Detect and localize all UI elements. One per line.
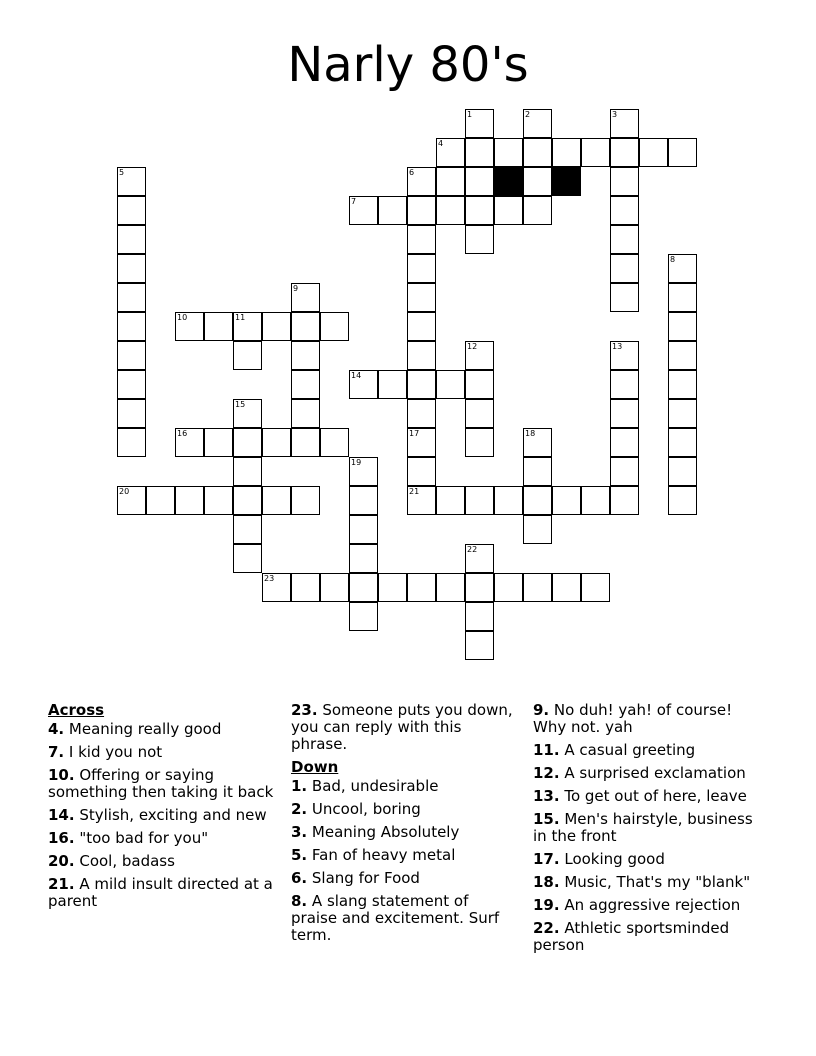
clue-number: 2 (525, 110, 531, 119)
answer-square[interactable] (233, 544, 262, 573)
clue-text: Music, That's my "blank" (559, 873, 751, 891)
clues-column-3 (533, 702, 763, 960)
down-clue (533, 788, 763, 805)
answer-square[interactable] (668, 486, 697, 515)
clue-number: 5 (119, 168, 125, 177)
answer-square[interactable] (117, 254, 146, 283)
clue-number: 23 (264, 574, 275, 583)
answer-square[interactable] (610, 399, 639, 428)
answer-square[interactable] (291, 370, 320, 399)
answer-square[interactable] (378, 196, 407, 225)
answer-square[interactable] (175, 486, 204, 515)
answer-square[interactable] (262, 486, 291, 515)
answer-square[interactable] (291, 486, 320, 515)
black-square (494, 167, 523, 196)
clue-text: Men's hairstyle, business in the front (533, 810, 753, 845)
clue-number: 20 (119, 487, 130, 496)
answer-square[interactable] (610, 196, 639, 225)
answer-square[interactable] (668, 283, 697, 312)
answer-square[interactable] (465, 225, 494, 254)
down-clue (291, 778, 519, 795)
clue-text: An aggressive rejection (559, 896, 741, 914)
answer-square[interactable] (233, 428, 262, 457)
answer-square[interactable] (523, 457, 552, 486)
clue-text: Slang for Food (307, 869, 420, 887)
clue-number-label: 16. (48, 829, 75, 847)
clue-number-label: 1. (291, 777, 308, 795)
answer-square[interactable] (581, 573, 610, 602)
answer-square[interactable] (204, 312, 233, 341)
across-clue (48, 830, 280, 847)
clue-text: Looking good (559, 850, 665, 868)
down-clue (291, 847, 519, 864)
answer-square[interactable] (668, 341, 697, 370)
clue-text: Meaning Absolutely (307, 823, 460, 841)
across-clue (291, 702, 519, 753)
clue-text: To get out of here, leave (559, 787, 747, 805)
answer-square[interactable] (552, 138, 581, 167)
answer-square[interactable] (610, 428, 639, 457)
clues-column-2 (291, 702, 519, 950)
clue-number: 9 (293, 284, 299, 293)
clue-text: A surprised exclamation (559, 764, 746, 782)
down-clue (533, 851, 763, 868)
answer-square[interactable] (668, 399, 697, 428)
clue-number-label: 6. (291, 869, 308, 887)
across-clue (48, 876, 280, 910)
answer-square[interactable] (407, 283, 436, 312)
answer-square[interactable] (610, 370, 639, 399)
answer-square[interactable] (436, 486, 465, 515)
clue-number: 16 (177, 429, 188, 438)
clue-number: 1 (467, 110, 473, 119)
clue-text: Athletic sportsminded person (533, 919, 730, 954)
clue-number-label: 8. (291, 892, 308, 910)
down-heading: Down (291, 758, 339, 776)
answer-square[interactable] (320, 428, 349, 457)
across-clue (48, 744, 280, 761)
clue-number: 17 (409, 429, 420, 438)
clue-number-label: 4. (48, 720, 65, 738)
answer-square[interactable] (668, 428, 697, 457)
answer-square[interactable] (320, 573, 349, 602)
answer-square[interactable] (291, 312, 320, 341)
clue-text: I kid you not (64, 743, 163, 761)
down-clue (533, 811, 763, 845)
clue-text: A mild insult directed at a parent (48, 875, 273, 910)
answer-square[interactable] (233, 486, 262, 515)
answer-square[interactable] (581, 138, 610, 167)
answer-square[interactable] (610, 486, 639, 515)
across-heading: Across (48, 701, 105, 719)
answer-square[interactable] (117, 428, 146, 457)
clue-number: 11 (235, 313, 246, 322)
clue-number-label: 3. (291, 823, 308, 841)
clue-text: No duh! yah! of course! Why not. yah (533, 701, 733, 736)
black-square (552, 167, 581, 196)
clue-number-label: 9. (533, 701, 550, 719)
clue-number-label: 13. (533, 787, 560, 805)
answer-square[interactable] (407, 457, 436, 486)
puzzle-title: Narly 80's (287, 37, 529, 93)
answer-square[interactable] (465, 486, 494, 515)
answer-square[interactable] (117, 312, 146, 341)
answer-square[interactable] (378, 573, 407, 602)
clue-number: 21 (409, 487, 420, 496)
clue-text: Cool, badass (74, 852, 175, 870)
clue-text: "too bad for you" (74, 829, 209, 847)
answer-square[interactable] (523, 486, 552, 515)
answer-square[interactable] (581, 486, 610, 515)
answer-square[interactable] (233, 341, 262, 370)
clue-text: Fan of heavy metal (307, 846, 456, 864)
clue-number-label: 14. (48, 806, 75, 824)
answer-square[interactable] (494, 138, 523, 167)
clue-number-label: 20. (48, 852, 75, 870)
answer-square[interactable] (465, 631, 494, 660)
answer-square[interactable] (668, 457, 697, 486)
answer-square[interactable] (610, 457, 639, 486)
answer-square[interactable] (523, 196, 552, 225)
clue-number: 4 (438, 139, 444, 148)
down-clue (533, 874, 763, 891)
answer-square[interactable] (668, 370, 697, 399)
answer-square[interactable] (436, 167, 465, 196)
down-clue (533, 742, 763, 759)
answer-square[interactable] (407, 312, 436, 341)
answer-square[interactable] (291, 428, 320, 457)
clue-text: A slang statement of praise and excitement. Surf term. (291, 892, 500, 944)
answer-square[interactable] (117, 341, 146, 370)
answer-square[interactable] (291, 341, 320, 370)
clue-number: 3 (612, 110, 618, 119)
answer-square[interactable] (639, 138, 668, 167)
clue-number: 13 (612, 342, 623, 351)
down-clue (291, 893, 519, 944)
clue-text: Uncool, boring (307, 800, 421, 818)
answer-square[interactable] (233, 515, 262, 544)
answer-square[interactable] (494, 196, 523, 225)
answer-square[interactable] (349, 602, 378, 631)
clue-number: 19 (351, 458, 362, 467)
clue-number-label: 21. (48, 875, 75, 893)
answer-square[interactable] (436, 370, 465, 399)
clue-number: 18 (525, 429, 536, 438)
clue-number-label: 11. (533, 741, 560, 759)
clue-number: 14 (351, 371, 362, 380)
clue-number: 15 (235, 400, 246, 409)
answer-square[interactable] (523, 515, 552, 544)
clue-number-label: 12. (533, 764, 560, 782)
clue-number: 22 (467, 545, 478, 554)
answer-square[interactable] (465, 167, 494, 196)
answer-square[interactable] (117, 283, 146, 312)
across-clue (48, 853, 280, 870)
answer-square[interactable] (291, 399, 320, 428)
answer-square[interactable] (668, 312, 697, 341)
answer-square[interactable] (407, 196, 436, 225)
down-clue (291, 801, 519, 818)
clue-number-label: 22. (533, 919, 560, 937)
across-clue (48, 767, 280, 801)
answer-square[interactable] (610, 283, 639, 312)
answer-square[interactable] (407, 225, 436, 254)
clue-text: Stylish, exciting and new (74, 806, 267, 824)
answer-square[interactable] (349, 486, 378, 515)
answer-square[interactable] (610, 138, 639, 167)
answer-square[interactable] (117, 399, 146, 428)
clue-text: Meaning really good (64, 720, 222, 738)
answer-square[interactable] (407, 399, 436, 428)
clue-number-label: 5. (291, 846, 308, 864)
answer-square[interactable] (494, 486, 523, 515)
clue-number-label: 7. (48, 743, 65, 761)
down-clue (533, 920, 763, 954)
answer-square[interactable] (407, 573, 436, 602)
answer-square[interactable] (378, 370, 407, 399)
clue-number: 7 (351, 197, 357, 206)
answer-square[interactable] (465, 138, 494, 167)
answer-square[interactable] (320, 312, 349, 341)
answer-square[interactable] (552, 486, 581, 515)
clues-column-1 (48, 702, 280, 916)
answer-square[interactable] (407, 370, 436, 399)
answer-square[interactable] (668, 138, 697, 167)
answer-square[interactable] (262, 312, 291, 341)
down-clue (533, 702, 763, 736)
clue-text: Offering or saying something then taking it back (48, 766, 274, 801)
clue-text: A casual greeting (559, 741, 696, 759)
answer-square[interactable] (436, 196, 465, 225)
clue-number-label: 23. (291, 701, 318, 719)
clue-number-label: 17. (533, 850, 560, 868)
down-clue (533, 897, 763, 914)
answer-square[interactable] (349, 515, 378, 544)
answer-square[interactable] (465, 196, 494, 225)
clue-number: 6 (409, 168, 415, 177)
clue-number-label: 2. (291, 800, 308, 818)
answer-square[interactable] (204, 428, 233, 457)
answer-square[interactable] (262, 428, 291, 457)
clue-number: 10 (177, 313, 188, 322)
answer-square[interactable] (465, 428, 494, 457)
answer-square[interactable] (349, 573, 378, 602)
answer-square[interactable] (117, 225, 146, 254)
down-clue (291, 824, 519, 841)
answer-square[interactable] (407, 254, 436, 283)
clue-number: 8 (670, 255, 676, 264)
answer-square[interactable] (117, 370, 146, 399)
answer-square[interactable] (291, 573, 320, 602)
answer-square[interactable] (610, 225, 639, 254)
answer-square[interactable] (233, 457, 262, 486)
answer-square[interactable] (146, 486, 175, 515)
answer-square[interactable] (523, 167, 552, 196)
answer-square[interactable] (117, 196, 146, 225)
across-clue (48, 807, 280, 824)
clue-text: Bad, undesirable (307, 777, 439, 795)
down-clue (533, 765, 763, 782)
answer-square[interactable] (610, 167, 639, 196)
answer-square[interactable] (523, 573, 552, 602)
clue-number: 12 (467, 342, 478, 351)
answer-square[interactable] (494, 573, 523, 602)
answer-square[interactable] (465, 573, 494, 602)
answer-square[interactable] (407, 341, 436, 370)
clue-number-label: 15. (533, 810, 560, 828)
answer-square[interactable] (465, 399, 494, 428)
answer-square[interactable] (523, 138, 552, 167)
answer-square[interactable] (204, 486, 233, 515)
clue-number-label: 10. (48, 766, 75, 784)
answer-square[interactable] (349, 544, 378, 573)
clue-number-label: 19. (533, 896, 560, 914)
answer-square[interactable] (610, 254, 639, 283)
answer-square[interactable] (465, 370, 494, 399)
across-clue (48, 721, 280, 738)
down-clue (291, 870, 519, 887)
answer-square[interactable] (465, 602, 494, 631)
clue-number-label: 18. (533, 873, 560, 891)
clue-text: Someone puts you down, you can reply with this phrase. (291, 701, 513, 753)
answer-square[interactable] (552, 573, 581, 602)
answer-square[interactable] (436, 573, 465, 602)
